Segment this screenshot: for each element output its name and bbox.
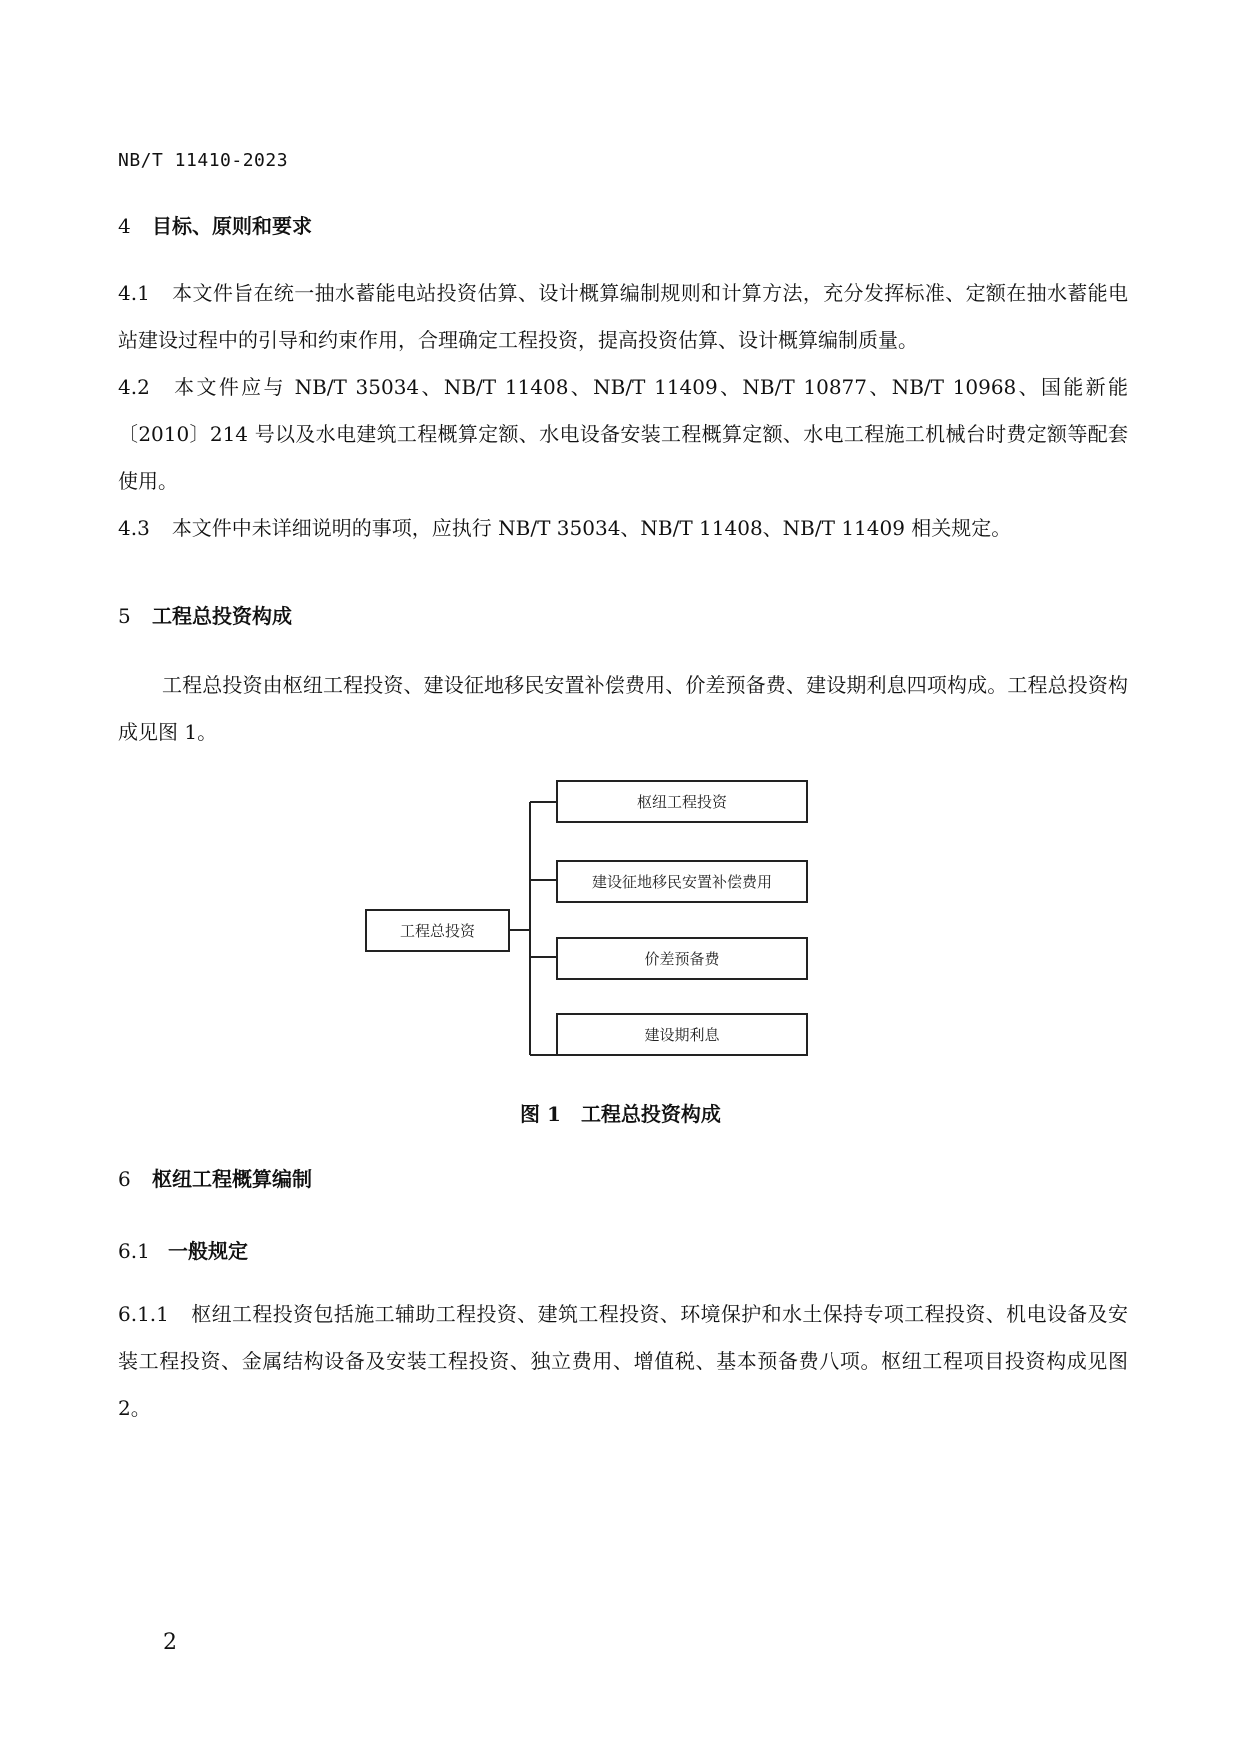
clause-4-3-number: 4.3 [118, 516, 150, 540]
clause-4-2-text: 本文件应与 NB/T 35034、NB/T 11408、NB/T 11409、NB/T 10877、NB/T 10968、国能新能〔2010〕214 号以及水电建筑工程概算定额、水电设备安装工程概算定额、水电工程施工机械台时费定额等配套使用。 [118, 375, 1128, 493]
standard-code: NB/T 11410-2023 [118, 150, 289, 171]
figure-1-caption-title: 工程总投资构成 [580, 1102, 721, 1126]
page-number: 2 [163, 1630, 177, 1655]
clause-6-1-1-text: 枢纽工程投资包括施工辅助工程投资、建筑工程投资、环境保护和水土保持专项工程投资、机电设备及安装工程投资、金属结构设备及安装工程投资、独立费用、增值税、基本预备费八项。枢纽工程项目投资构成见图 2。 [118, 1302, 1128, 1420]
clause-4-1 [118, 270, 1128, 364]
section-5-title: 工程总投资构成 [152, 604, 292, 628]
section-4-number: 4 [118, 214, 131, 238]
clause-4-3 [118, 505, 1128, 552]
clause-6-1-1 [118, 1291, 1128, 1432]
node-price-contingency: 价差预备费 [556, 937, 808, 980]
section-6-1-number: 6.1 [118, 1239, 150, 1263]
section-5-heading [118, 600, 292, 629]
node-hub-project-investment: 枢纽工程投资 [556, 780, 808, 823]
clause-4-1-text: 本文件旨在统一抽水蓄能电站投资估算、设计概算编制规则和计算方法，充分发挥标准、定额在抽水蓄能电站建设过程中的引导和约束作用，合理确定工程投资，提高投资估算、设计概算编制质量。 [118, 281, 1128, 352]
section-6-number: 6 [118, 1167, 131, 1191]
section-6-heading [118, 1163, 312, 1192]
clause-4-2 [118, 364, 1128, 505]
clause-4-1-number: 4.1 [118, 281, 150, 305]
section-4-title: 目标、原则和要求 [152, 214, 312, 238]
section-6-1-heading [118, 1235, 248, 1264]
node-construction-interest: 建设期利息 [556, 1013, 808, 1056]
section-6-title: 枢纽工程概算编制 [152, 1167, 312, 1191]
figure-1-caption-number: 图 1 [520, 1102, 561, 1126]
clause-4-2-number: 4.2 [118, 375, 150, 399]
clause-4-3-text: 本文件中未详细说明的事项，应执行 NB/T 35034、NB/T 11408、NB/T 11409 相关规定。 [171, 516, 1012, 540]
section-6-1-title: 一般规定 [168, 1239, 248, 1263]
section-5-intro: 工程总投资由枢纽工程投资、建设征地移民安置补偿费用、价差预备费、建设期利息四项构成。工程总投资构成见图 1。 [118, 673, 1128, 744]
section-5-number: 5 [118, 604, 131, 628]
section-4-heading [118, 210, 312, 239]
clause-6-1-1-number: 6.1.1 [118, 1302, 169, 1326]
figure-1-caption [0, 1098, 1241, 1127]
node-resettlement-compensation: 建设征地移民安置补偿费用 [556, 860, 808, 903]
node-total-investment: 工程总投资 [365, 909, 510, 952]
